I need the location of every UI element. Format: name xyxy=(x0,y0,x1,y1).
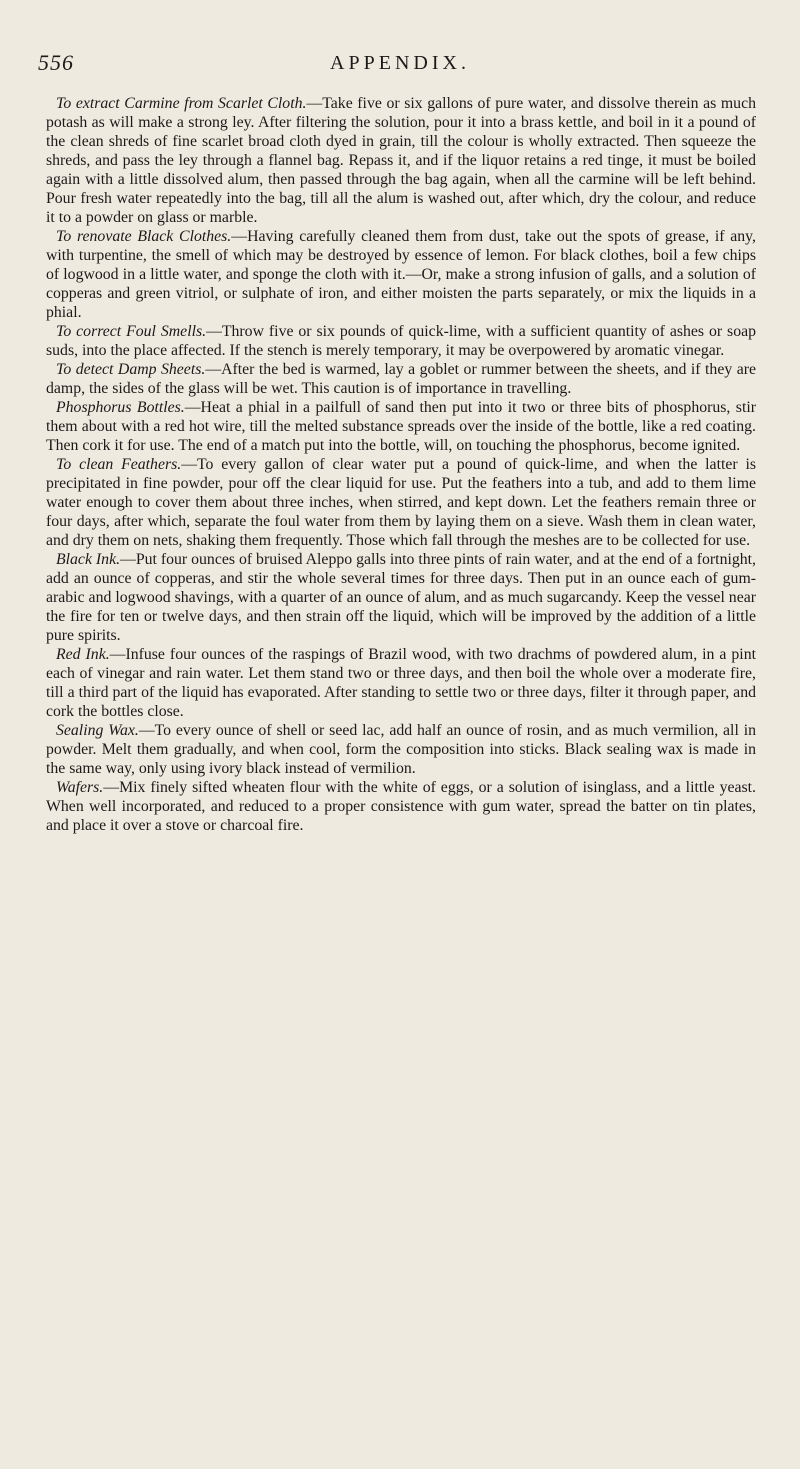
entry-text: —After the bed is warmed, lay a goblet or rummer between the sheets, and if they are damp, the sides of the glass will be wet. This caution is of importance in travelling. xyxy=(46,361,756,397)
entry-text: —Infuse four ounces of the raspings of Brazil wood, with two drachms of powdered alum, in a pint each of vinegar and rain water. Let them stand two or three days, and then boil the whole over a moderate fire, till a third part of the liquid has evaporated. After standing to settle two or three days, filter it through paper, and cork the bottles close. xyxy=(46,646,756,720)
entry-text: —To every ounce of shell or seed lac, add half an ounce of rosin, and as much vermilion, all in powder. Melt them gradually, and when cool, form the composition into sticks. Black sealing wax is made in the same way, only using ivory black instead of vermilion. xyxy=(46,722,756,777)
entry-phosphorus-bottles xyxy=(46,398,756,455)
entry-title: Phosphorus Bottles. xyxy=(56,399,185,416)
entry-text: —Mix finely sifted wheaten flour with the white of eggs, or a solution of isinglass, and a little yeast. When well incorporated, and reduced to a proper consistence with gum water, spread the batter on tin plates, and place it over a stove or charcoal fire. xyxy=(46,779,756,834)
entry-text: —Having carefully cleaned them from dust, take out the spots of grease, if any, with turpentine, the smell of which may be destroyed by essence of lemon. For black clothes, boil a few chips of logwood in a little water, and sponge the cloth with it.—Or, make a strong infusion of galls, and a solution of copperas and green vitriol, or sulphate of iron, and either moisten the parts separately, or mix the liquids in a phial. xyxy=(46,228,756,321)
entry-text: —Take five or six gallons of pure water, and dissolve therein as much potash as will make a strong ley. After filtering the solution, pour it into a brass kettle, and boil in it a pound of the clean shreds of fine scarlet broad cloth dyed in grain, till the colour is wholly extracted. Then squeeze the shreds, and pass the ley through a flannel bag. Repass it, and if the liquor retains a red tinge, it must be boiled again with a little dissolved alum, then passed through the bag again, when all the carmine will be left behind. Pour fresh water repeatedly into the bag, till all the alum is washed out, after which, dry the colour, and reduce it to a powder on glass or marble. xyxy=(46,95,756,226)
entry-black-clothes xyxy=(46,227,756,322)
entry-title: Red Ink. xyxy=(56,646,110,663)
entry-carmine xyxy=(46,94,756,227)
entry-title: To detect Damp Sheets. xyxy=(56,361,206,378)
running-head: APPENDIX. xyxy=(330,52,470,74)
entry-text: —Put four ounces of bruised Aleppo galls into three pints of rain water, and at the end of a fortnight, add an ounce of copperas, and stir the whole several times for three days. Then put in an ounce each of gum-arabic and logwood shavings, with a quarter of an ounce of alum, and as much sugarcandy. Keep the vessel near the fire for ten or twelve days, and then strain off the liquid, which will be improved by the addition of a little pure spirits. xyxy=(46,551,756,644)
entry-damp-sheets xyxy=(46,360,756,398)
entry-title: To extract Carmine from Scarlet Cloth. xyxy=(56,95,307,112)
page-number: 556 xyxy=(38,50,74,75)
entry-wafers xyxy=(46,778,756,835)
entry-foul-smells xyxy=(46,322,756,360)
entry-title: Wafers. xyxy=(56,779,104,796)
page-body xyxy=(46,94,756,835)
entry-title: Sealing Wax. xyxy=(56,722,139,739)
entry-title: To correct Foul Smells. xyxy=(56,323,207,340)
entry-text: —Heat a phial in a pailfull of sand then put into it two or three bits of phosphorus, stir them about with a red hot wire, till the melted substance spreads over the inside of the bottle, like a red coating. Then cork it for use. The end of a match put into the bottle, will, on touching the phosphorus, become ignited. xyxy=(46,399,756,454)
entry-sealing-wax xyxy=(46,721,756,778)
entry-title: To renovate Black Clothes. xyxy=(56,228,232,245)
entry-black-ink xyxy=(46,550,756,645)
entry-title: Black Ink. xyxy=(56,551,121,568)
entry-text: —To every gallon of clear water put a pound of quick-lime, and when the latter is precipitated in fine powder, pour off the clear liquid for use. Put the feathers into a tub, and add to them lime water enough to cover them about three inches, when stirred, and kept down. Let the feathers remain three or four days, after which, separate the foul water from them by laying them on a sieve. Wash them in clean water, and dry them on nets, shaking them frequently. Those which fall through the meshes are to be collected for use. xyxy=(46,456,756,549)
entry-red-ink xyxy=(46,645,756,721)
entry-title: To clean Feathers. xyxy=(56,456,182,473)
entry-text: —Throw five or six pounds of quick-lime, with a sufficient quantity of ashes or soap suds, into the place affected. If the stench is merely temporary, it may be overpowered by aromatic vinegar. xyxy=(46,323,757,359)
entry-clean-feathers xyxy=(46,455,756,550)
